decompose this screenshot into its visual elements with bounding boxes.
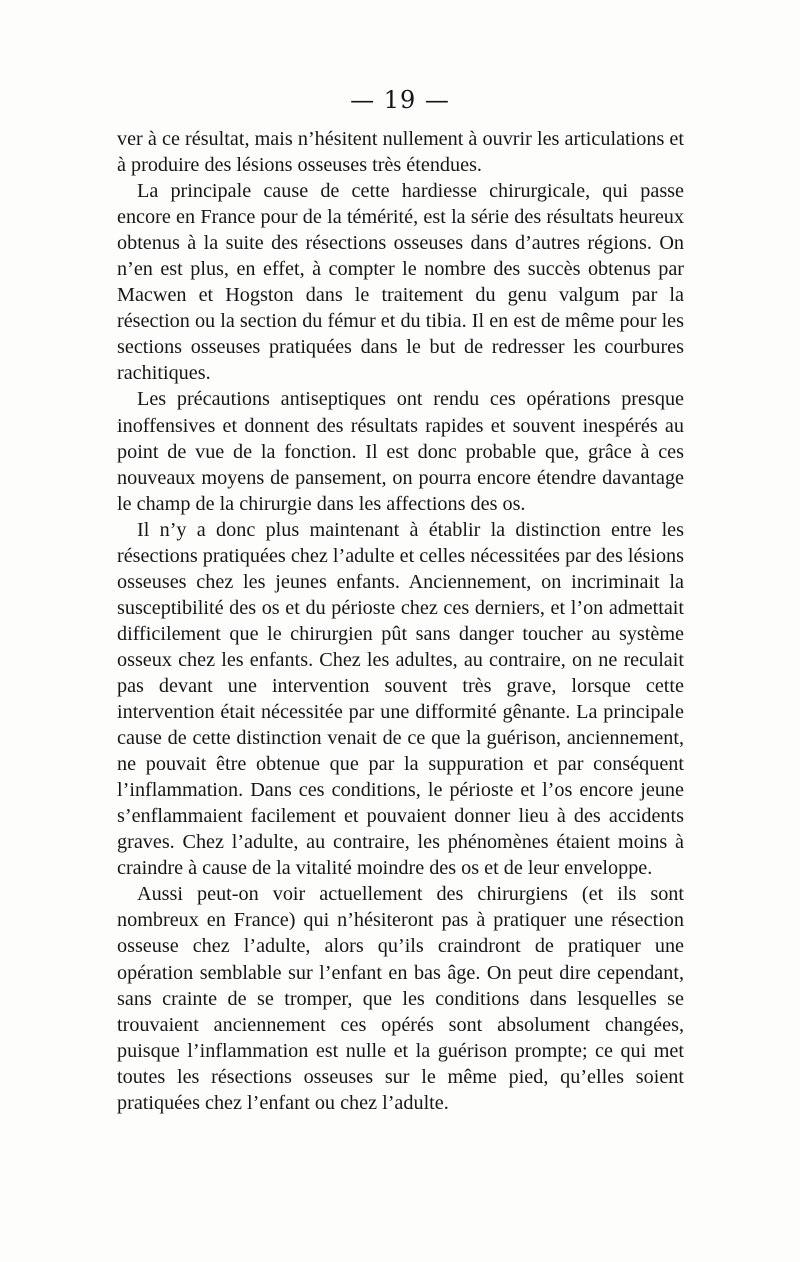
paragraph-current-surgeons: Aussi peut-on voir actuellement des chirurgiens (et ils sont nombreux en France) qui n’hésiteront pas à pratiquer une résection osseuse chez l’adulte, alors qu’ils craindront de pratiquer une opération semblable sur l’enfant en bas âge. On peut dire cependant, sans crainte de se tromper, que les conditions dans lesquelles se trouvaient anciennement ces opérés sont absolument changées, puisque l’inflammation est nulle et la guérison prompte; ce qui met toutes les résections osseuses sur le même pied, qu’elles soient pratiquées chez l’enfant ou chez l’adulte. [117,883,684,1114]
paragraph-surgical-boldness: La principale cause de cette hardiesse chirurgicale, qui passe encore en France pour de la témérité, est la série des résultats heureux obtenus à la suite des résections osseuses dans d’autres régions. On n’en est plus, en effet, à compter le nombre des succès obtenus par Macwen et Hogston dans le traitement du genu valgum par la résection ou la section du fémur et du tibia. Il en est de même pour les sections osseuses pratiquées dans le but de redresser les courbures rachitiques. [117,180,684,385]
paragraph-adult-child-distinction: Il n’y a donc plus maintenant à établir la distinction entre les résections pratiquées chez l’adulte et celles nécessitées par des lésions osseuses chez les jeunes enfants. Anciennement, on incriminait la susceptibilité des os et du périoste chez ces derniers, et l’on admettait difficilement que le chirurgien pût sans danger toucher au système osseux chez les enfants. Chez les adultes, au contraire, on ne reculait pas devant une intervention souvent très grave, lorsque cette intervention était nécessitée par une difformité gênante. La principale cause de cette distinction venait de ce que la guérison, anciennement, ne pouvait être obtenue que par la suppuration et par conséquent l’inflammation. Dans ces conditions, le périoste et l’os encore jeune s’enflammaient facilement et pouvaient donner lieu à des accidents graves. Chez l’adulte, au contraire, les phénomènes étaient moins à craindre à cause de la vitalité moindre des os et de leur enveloppe. [117,518,684,880]
paragraph-antiseptic-precautions: Les précautions antiseptiques ont rendu ces opérations presque inoffensives et donnent des résultats rapides et souvent inespérés au point de vue de la fonction. Il est donc probable que, grâce à ces nouveaux moyens de pansement, on pourra encore étendre davantage le champ de la chirurgie dans les affections des os. [117,388,684,515]
body-text [117,126,684,1116]
page-number: — 19 — [350,86,450,114]
paragraph-continued: ver à ce résultat, mais n’hésitent nullement à ouvrir les articulations et à produire des lésions osseuses très étendues. [117,128,684,177]
